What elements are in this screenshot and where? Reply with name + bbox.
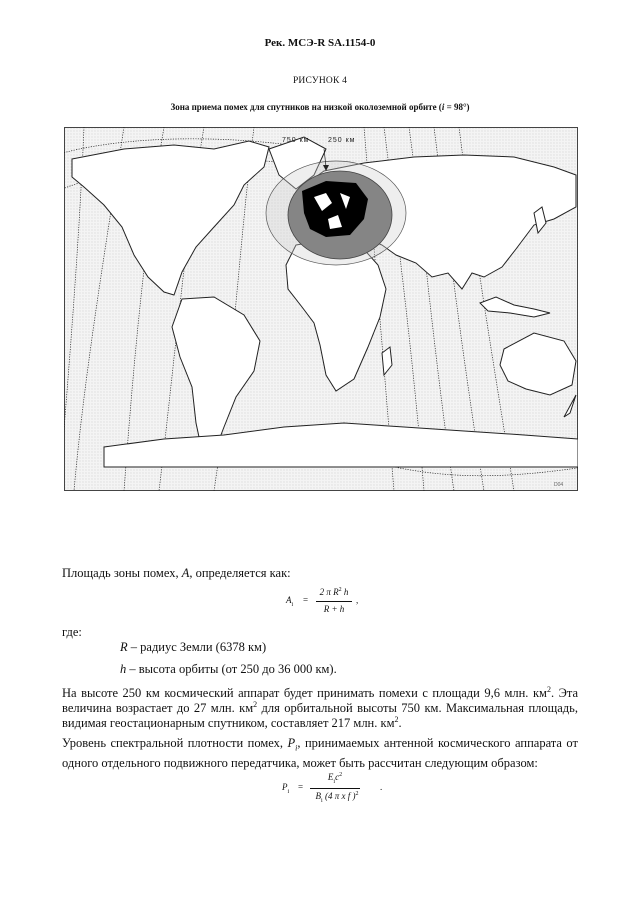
formula2-lhs-var: P [282,782,288,792]
caption-var: i [441,102,445,112]
def-h-text: – высота орбиты (от 250 до 36 000 км). [126,662,337,676]
p2-var: P [287,736,296,750]
formula1-trail: , [356,595,359,605]
formula2-numerator [310,772,360,785]
world-map-figure [64,127,578,491]
p1-sup-1: 2 [546,684,551,694]
formula2-trail: . [380,782,383,792]
def-r-var: R [120,640,128,654]
def-r-text: – радиус Земли (6378 км) [127,640,267,654]
formula1-num-a: 2 π R [319,587,339,597]
formula1-num-b: h [341,587,349,597]
formula2-num-sup: 2 [339,772,343,778]
formula1-denominator: R + h [323,604,345,614]
interference-area-intro [62,566,578,581]
p1-sup-3: 2 [394,714,399,724]
figure-code: D04 [554,482,564,488]
formula2-den-a: B [315,791,322,801]
paragraph-power-density [62,736,578,771]
formula1-num-sup: 2 [338,587,342,593]
formula2-fraction-bar [310,788,360,789]
p1-b: . Эта величина возрастает до 27 млн. км [62,686,578,715]
formula-area [286,583,376,621]
def-r [120,640,266,655]
p1-a: На высоте 250 км космический аппарат будет принимать помехи с площади 9,6 млн. км [62,686,547,700]
p1-sup-2: 2 [253,699,258,709]
def-h [120,662,337,677]
formula2-lhs [282,782,289,795]
def-h-var: h [120,662,127,676]
paragraph-areas [62,686,578,731]
intro-suffix: определяется как: [192,566,291,580]
formula2-eq: = [298,782,304,792]
p1-c: для орбитальной высоты 750 км. Максимальная площадь, видимая геостационарным спутником, составляет 217 млн. км [62,701,578,730]
label-750km: 750 км [282,137,310,144]
formula2-den-sub: i [321,797,323,804]
formula1-lhs-var: A [286,595,292,605]
formula2-num-a: E [327,772,334,782]
formula1-lhs-sub: i [291,601,294,608]
formula1-fraction-bar [316,601,352,602]
p2-b: , принимаемых антенной космического аппарата от одного отдельного подвижного передатчика, может быть рассчитан следующим образом: [62,736,578,770]
intro-var: A, [181,566,193,580]
formula2-lhs-sub: i [287,788,290,795]
page-header: Рек. МСЭ-R SA.1154-0 [264,37,376,49]
formula1-numerator [316,587,352,597]
formula2-num-b: c [335,772,340,782]
caption-suffix: = 98°) [444,102,470,112]
formula2-denominator [310,791,364,804]
figure-label: РИСУНОК 4 [292,76,348,86]
formula-power-density [282,768,392,808]
where-label: где: [62,625,82,639]
formula2-den-b: (4 π x f ) [322,791,356,801]
p2-a: Уровень спектральной плотности помех, [62,736,288,750]
p1-d: . [398,716,402,730]
intro-prefix: Площадь зоны помех, [62,566,182,580]
label-250km: 250 км [328,137,356,144]
figure-caption [0,102,640,112]
formula1-lhs [286,595,293,608]
formula2-num-sub: i [333,778,336,785]
p2-sub: i [295,743,298,753]
formula2-den-sup: 2 [355,791,359,797]
formula1-eq: = [303,595,309,605]
caption-prefix: Зона приема помех для спутников на низкой околоземной орбите ( [170,102,442,112]
